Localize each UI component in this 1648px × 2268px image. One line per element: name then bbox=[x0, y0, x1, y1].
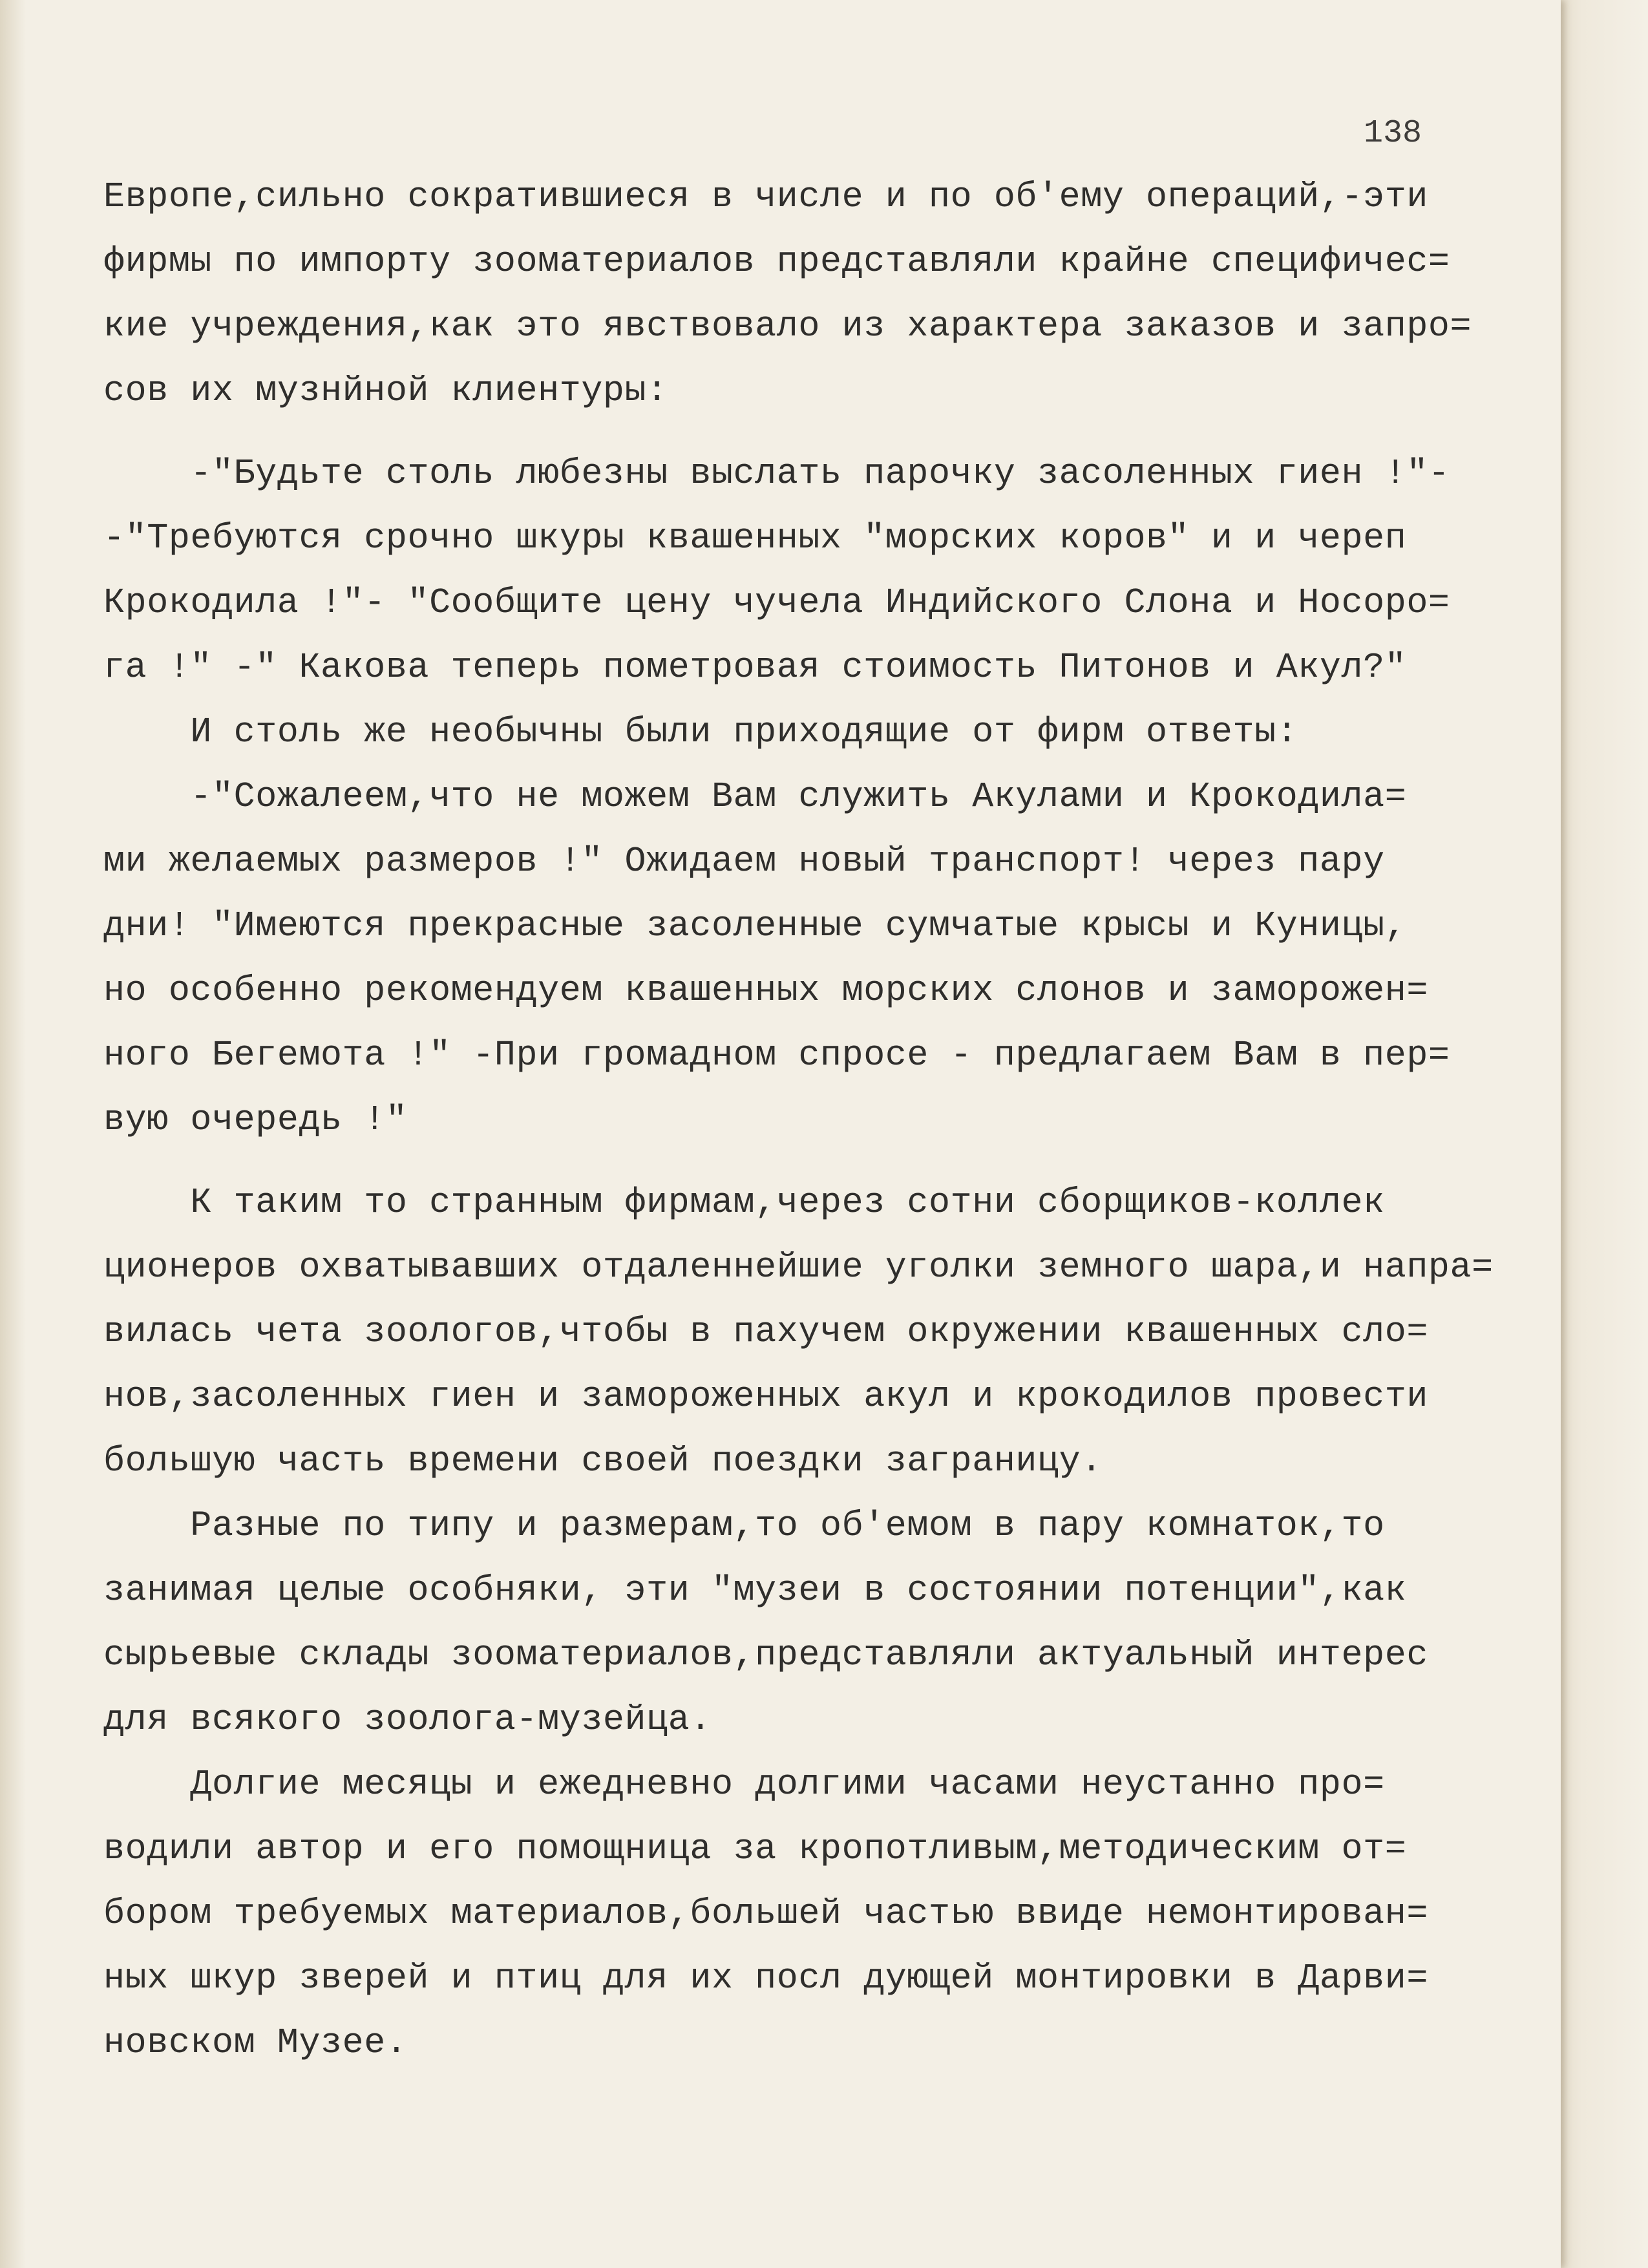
text-line: дни! "Имеются прекрасные засоленные сумчатые крысы и Куницы, bbox=[103, 906, 1407, 946]
text-line: вилась чета зоологов,чтобы в пахучем окружении квашенных сло= bbox=[103, 1311, 1428, 1352]
text-line: Европе,сильно сократившиеся в числе и по об'ему операций,-эти bbox=[103, 176, 1428, 217]
page-number: 138 bbox=[1364, 115, 1422, 152]
paragraph-gap bbox=[103, 423, 1525, 441]
text-line: Разные по типу и размерам,то об'емом в пару комнаток,то bbox=[103, 1505, 1385, 1546]
text-line: нов,засоленных гиен и замороженных акул и крокодилов провести bbox=[103, 1376, 1428, 1417]
text-line: -"Сожалеем,что не можем Вам служить Акулами и Крокодила= bbox=[103, 776, 1407, 817]
typed-text-body bbox=[103, 165, 1525, 2075]
text-line: занимая целые особняки, эти "музеи в состоянии потенции",как bbox=[103, 1570, 1407, 1611]
text-line: фирмы по импорту зооматериалов представляли крайне специфичес= bbox=[103, 241, 1450, 282]
text-line: Долгие месяцы и ежедневно долгими часами неустанно про= bbox=[103, 1764, 1385, 1805]
text-line: но особенно рекомендуем квашенных морских слонов и заморожен= bbox=[103, 970, 1428, 1011]
text-line: вую очередь !" bbox=[103, 1099, 408, 1140]
text-line: -"Требуются срочно шкуры квашенных "морских коров" и и череп bbox=[103, 518, 1407, 558]
text-line: И столь же необычны были приходящие от фирм ответы: bbox=[103, 712, 1298, 752]
text-line: Крокодила !"- "Сообщите цену чучела Индийского Слона и Носоро= bbox=[103, 582, 1450, 623]
text-line: бором требуемых материалов,большей частью ввиде немонтирован= bbox=[103, 1893, 1428, 1934]
text-line: К таким то странным фирмам,через сотни сборщиков-коллек bbox=[103, 1182, 1385, 1223]
text-line: ми желаемых размеров !" Ожидаем новый транспорт! через пару bbox=[103, 841, 1385, 882]
text-line: для всякого зоолога-музейца. bbox=[103, 1699, 712, 1740]
text-line: большую часть времени своей поездки заграницу. bbox=[103, 1441, 1103, 1481]
page-edge-shadow bbox=[0, 0, 26, 2268]
text-line: ного Бегемота !" -При громадном спросе - предлагаем Вам в пер= bbox=[103, 1035, 1450, 1076]
text-line: водили автор и его помощница за кропотливым,методическим от= bbox=[103, 1828, 1407, 1869]
text-line: кие учреждения,как это явствовало из характера заказов и запро= bbox=[103, 306, 1472, 346]
text-line: га !" -" Какова теперь пометровая стоимость Питонов и Акул?" bbox=[103, 647, 1407, 688]
text-line: ных шкур зверей и птиц для их посл дующей монтировки в Дарви= bbox=[103, 1958, 1428, 1998]
text-line: ционеров охватывавших отдаленнейшие уголки земного шара,и напра= bbox=[103, 1247, 1494, 1288]
paragraph-gap bbox=[103, 1152, 1525, 1171]
text-line: новском Музее. bbox=[103, 2022, 408, 2063]
text-line: сырьевые склады зооматериалов,представляли актуальный интерес bbox=[103, 1635, 1428, 1675]
text-line: сов их музнйной клиентуры: bbox=[103, 370, 668, 411]
text-line: -"Будьте столь любезны выслать парочку засоленных гиен !"- bbox=[103, 453, 1450, 494]
